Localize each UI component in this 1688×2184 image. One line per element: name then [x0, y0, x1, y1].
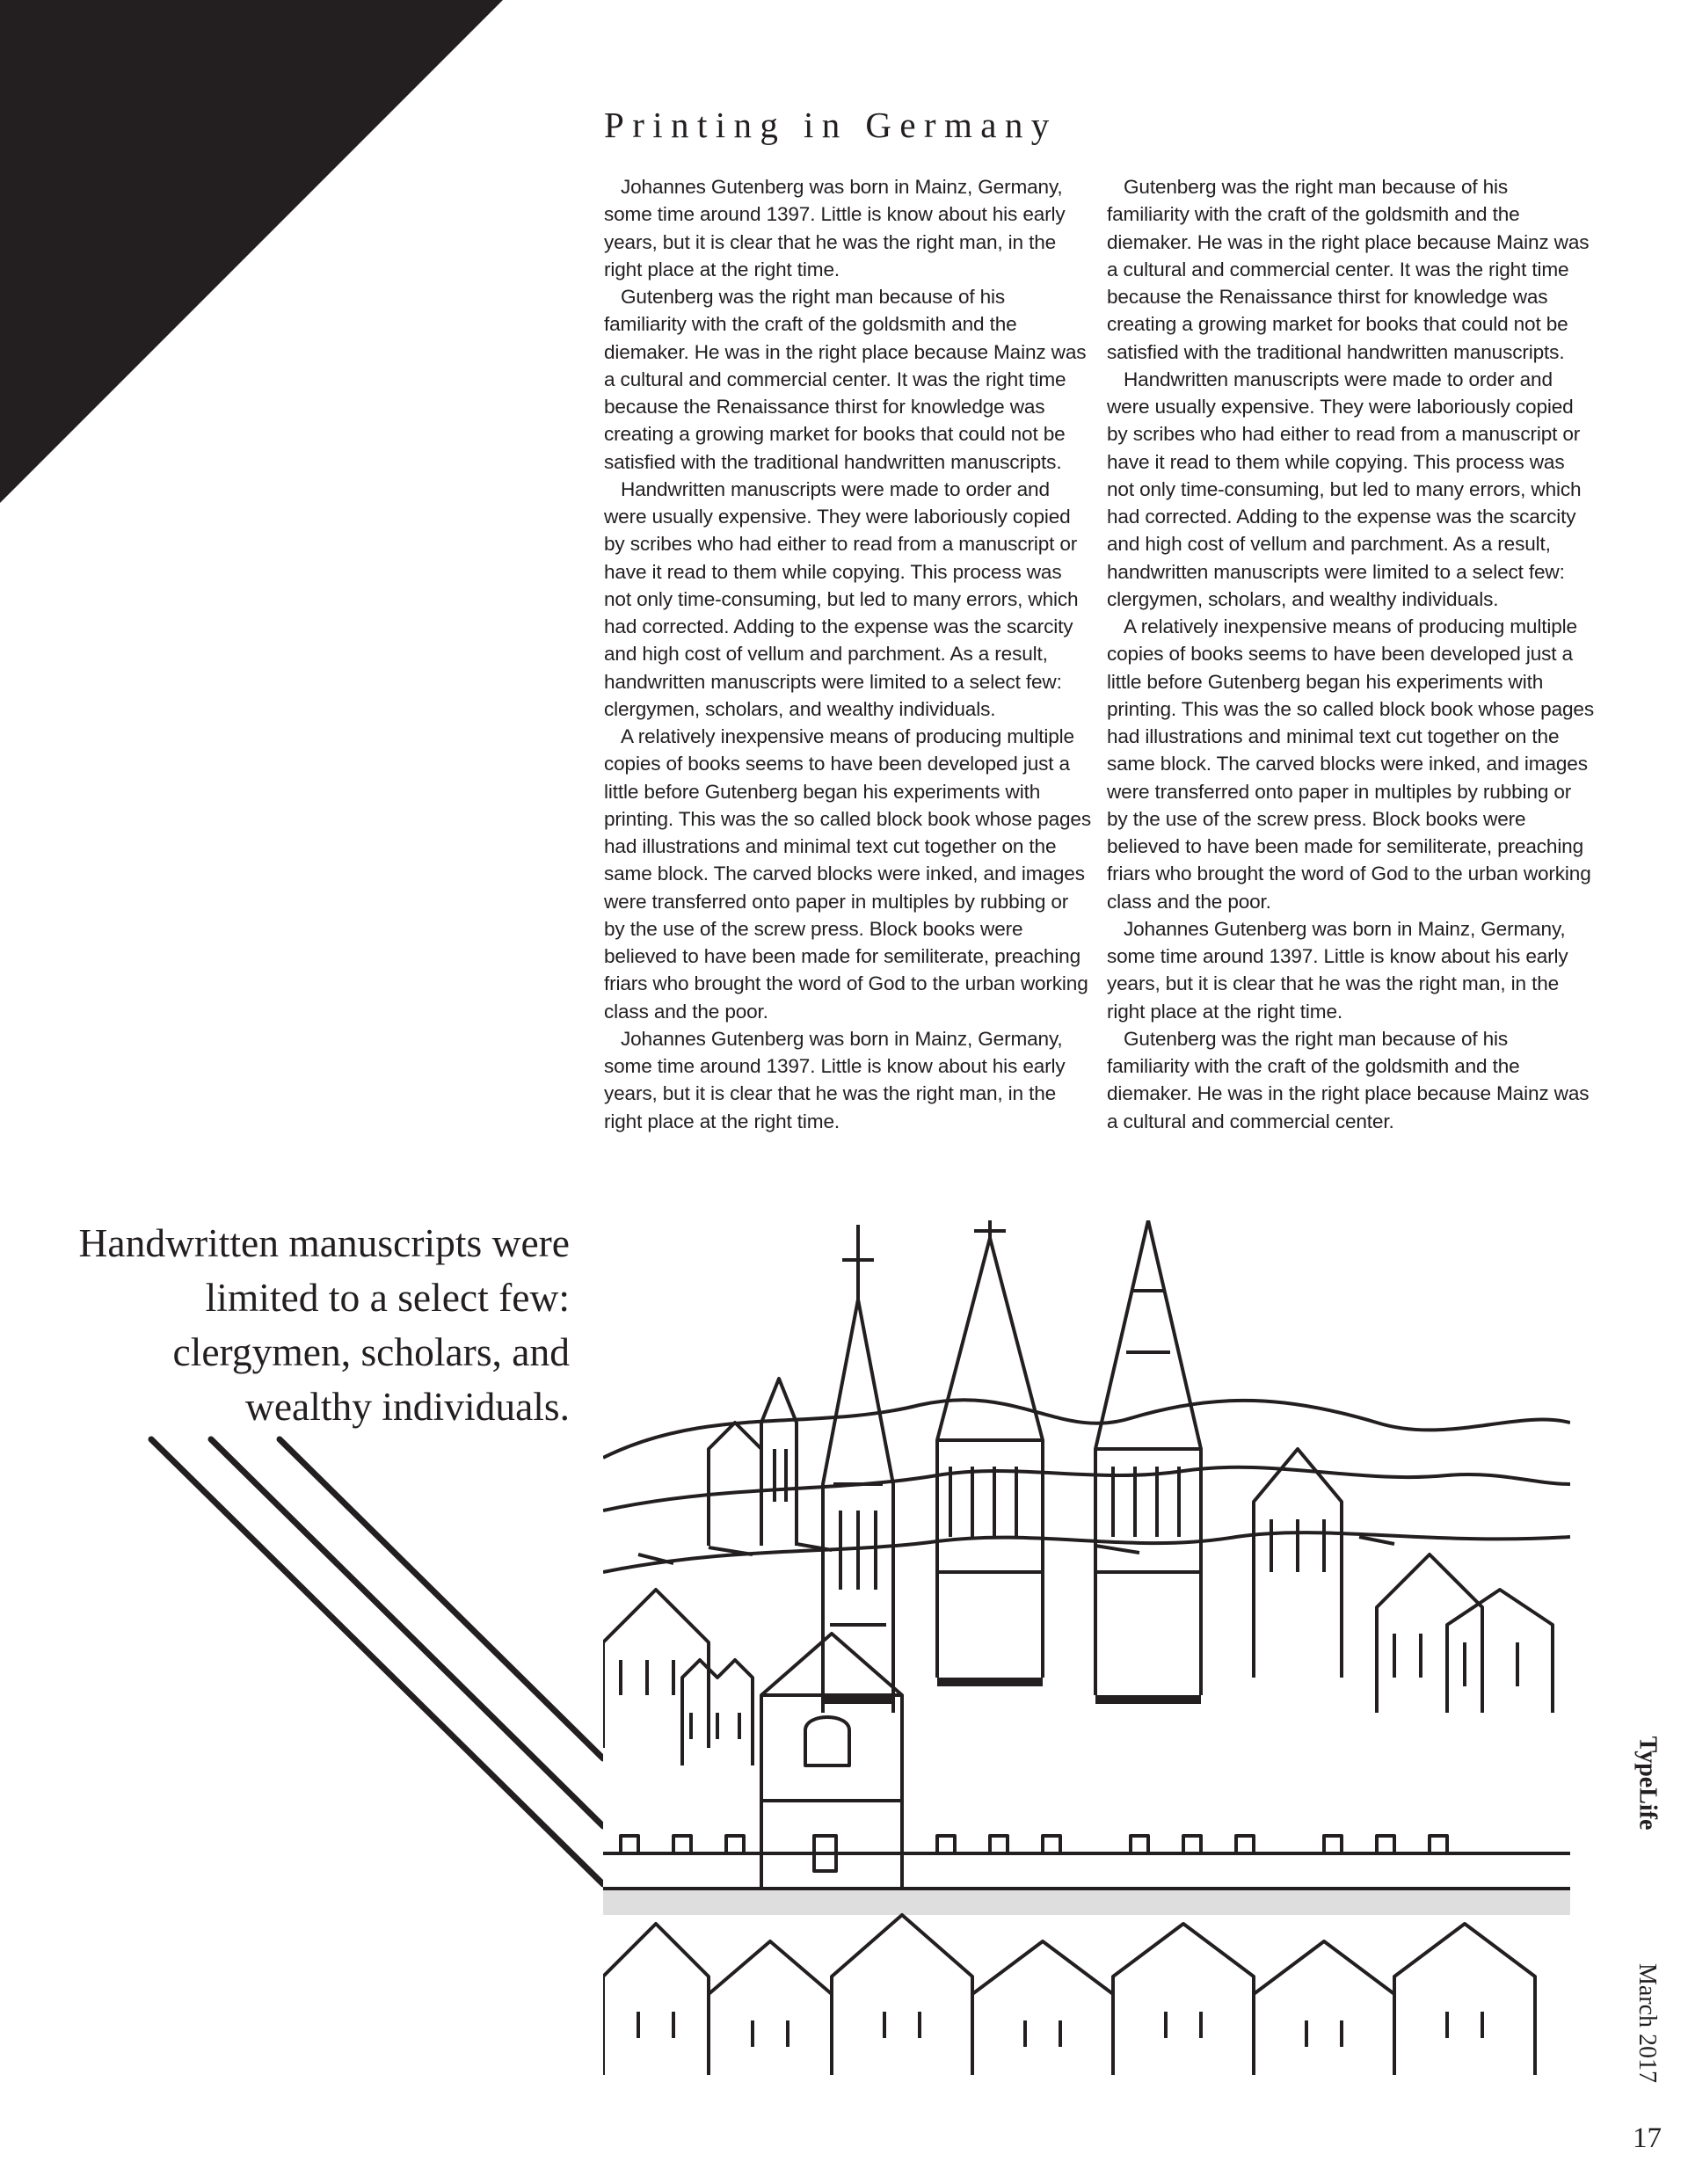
- paragraph: Gutenberg was the right man because of his familiarity with the craft of the goldsmith and the diemaker. He was in the right place because Mainz was a cultural and commercial center.: [1107, 1027, 1590, 1132]
- paragraph: A relatively inexpensive means of producing multiple copies of books seems to have been developed just a little before Gutenberg began his experiments with printing. This was the so called block book whose pages had illustrations and minimal text cut together on the same block. The carved blocks were inked, and images were transferred onto paper in multiples by rubbing or by the use of the screw press. Block books were believed to have been made for semiliterate, preaching friars who brought the word of God to the urban working class and the poor.: [1107, 615, 1594, 913]
- paragraph: Johannes Gutenberg was born in Mainz, Germany, some time around 1397. Little is know about his early years, but it is clear that he was the right man, in the right place at the right time.: [1107, 917, 1568, 1023]
- paragraph: A relatively inexpensive means of producing multiple copies of books seems to have been developed just a little before Gutenberg began his experiments with printing. This was the so called block book whose pages had illustrations and minimal text cut together on the same block. The carved blocks were inked, and images were transferred onto paper in multiples by rubbing or by the use of the screw press. Block books were believed to have been made for semiliterate, preaching friars who brought the word of God to the urban working class and the poor.: [604, 725, 1091, 1023]
- paragraph: Handwritten manuscripts were made to order and were usually expensive. They were laboriously copied by scribes who had either to read from a manuscript or have it read to them while copying. This process was not only time-consuming, but led to many errors, which had corrected. Adding to the expense was the scarcity and high cost of vellum and parchment. As a result, handwritten manuscripts were limited to a select few: clergymen, scholars, and wealthy individuals.: [604, 477, 1079, 720]
- paragraph: Johannes Gutenberg was born in Mainz, Germany, some time around 1397. Little is know about his early years, but it is clear that he was the right man, in the right place at the right time.: [604, 1027, 1066, 1132]
- page-number: 17: [1633, 2122, 1662, 2154]
- article-column-right: [1107, 173, 1595, 1135]
- woodcut-cityscape-icon: [603, 1220, 1570, 2075]
- article-title: Printing in Germany: [604, 105, 1058, 145]
- corner-triangle-decoration: [0, 0, 503, 503]
- issue-date: March 2017: [1633, 1962, 1662, 2084]
- paragraph: Handwritten manuscripts were made to order and were usually expensive. They were laboriously copied by scribes who had either to read from a manuscript or have it read to them while copying. This process was not only time-consuming, but led to many errors, which had corrected. Adding to the expense was the scarcity and high cost of vellum and parchment. As a result, handwritten manuscripts were limited to a select few: clergymen, scholars, and wealthy individuals.: [1107, 368, 1582, 610]
- paragraph: Gutenberg was the right man because of his familiarity with the craft of the goldsmith and the diemaker. He was in the right place because Mainz was a cultural and commercial center. It was the right time because the Renaissance thirst for knowledge was creating a growing market for books that could not be satisfied with the traditional handwritten manuscripts.: [604, 286, 1087, 473]
- paragraph: Johannes Gutenberg was born in Mainz, Germany, some time around 1397. Little is know about his early years, but it is clear that he was the right man, in the right place at the right time.: [604, 176, 1066, 280]
- article-column-left: [604, 173, 1092, 1135]
- pull-quote: Handwritten manuscripts were limited to a select few: clergymen, scholars, and wealthy individuals.: [78, 1220, 570, 1429]
- paragraph: Gutenberg was the right man because of his familiarity with the craft of the goldsmith and the diemaker. He was in the right place because Mainz was a cultural and commercial center. It was the right time because the Renaissance thirst for knowledge was creating a growing market for books that could not be satisfied with the traditional handwritten manuscripts.: [1107, 176, 1590, 363]
- magazine-name: TypeLife: [1633, 1736, 1661, 1831]
